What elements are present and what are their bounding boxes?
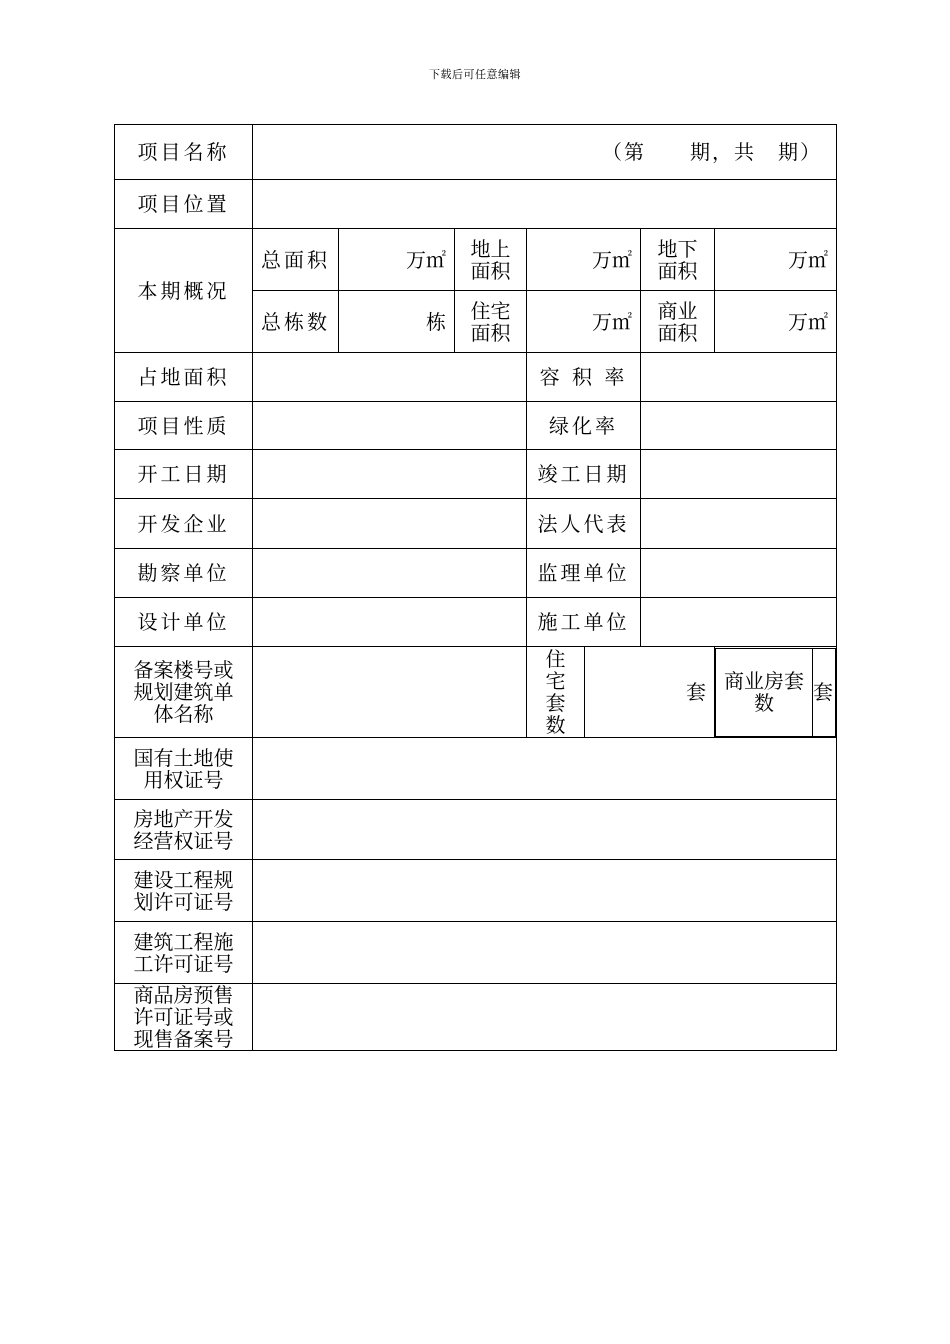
land-area-label: 占地面积: [115, 353, 253, 402]
commercial-units-label: 商业房套数: [716, 648, 813, 736]
page-header: 下载后可任意编辑: [429, 68, 521, 81]
project-info-form: [114, 124, 837, 1051]
legal-rep-label: 法人代表: [527, 499, 641, 549]
project-nature-field[interactable]: [253, 402, 527, 450]
underground-area-label: 地下面积: [641, 229, 715, 291]
filing-building-field[interactable]: [253, 647, 527, 738]
plot-ratio-field[interactable]: [641, 353, 837, 402]
underground-area-field[interactable]: [715, 229, 837, 291]
land-area-field[interactable]: [253, 353, 527, 402]
residential-units-unit: 套: [686, 680, 706, 704]
project-nature-label: 项目性质: [115, 402, 253, 450]
residential-units-field[interactable]: [585, 647, 715, 738]
commercial-area-field[interactable]: [715, 291, 837, 353]
green-ratio-label: 绿化率: [527, 402, 641, 450]
dev-license-label: 房地产开发经营权证号: [115, 800, 253, 860]
plot-ratio-label: 容 积 率: [527, 353, 641, 402]
above-ground-area-label: 地上面积: [455, 229, 527, 291]
project-name-field[interactable]: [253, 125, 837, 180]
total-area-unit: 万㎡: [406, 247, 446, 272]
residential-units-label: 住宅套数: [527, 647, 585, 738]
design-unit-label: 设计单位: [115, 598, 253, 647]
underground-area-unit: 万㎡: [788, 247, 828, 272]
construction-permit-field[interactable]: [253, 922, 837, 984]
land-use-cert-field[interactable]: [253, 738, 837, 800]
start-date-field[interactable]: [253, 450, 527, 499]
legal-rep-field[interactable]: [641, 499, 837, 549]
project-location-field[interactable]: [253, 180, 837, 229]
above-ground-area-field[interactable]: [527, 229, 641, 291]
overview-label: 本期概况: [115, 229, 253, 353]
construction-permit-label: 建筑工程施工许可证号: [115, 922, 253, 984]
total-buildings-field[interactable]: [339, 291, 455, 353]
project-location-label: 项目位置: [115, 180, 253, 229]
residential-area-unit: 万㎡: [592, 309, 632, 334]
commercial-units-field[interactable]: [813, 648, 836, 736]
total-buildings-unit: 栋: [426, 309, 446, 334]
dev-license-field[interactable]: [253, 800, 837, 860]
commercial-units-cell: [715, 647, 837, 738]
survey-unit-field[interactable]: [253, 549, 527, 598]
completion-date-field[interactable]: [641, 450, 837, 499]
developer-field[interactable]: [253, 499, 527, 549]
above-ground-area-unit: 万㎡: [592, 247, 632, 272]
start-date-label: 开工日期: [115, 450, 253, 499]
developer-label: 开发企业: [115, 499, 253, 549]
survey-unit-label: 勘察单位: [115, 549, 253, 598]
residential-area-field[interactable]: [527, 291, 641, 353]
construction-unit-label: 施工单位: [527, 598, 641, 647]
land-use-cert-label: 国有土地使用权证号: [115, 738, 253, 800]
filing-building-label: 备案楼号或规划建筑单体名称: [115, 647, 253, 738]
planning-permit-label: 建设工程规划许可证号: [115, 860, 253, 922]
design-unit-field[interactable]: [253, 598, 527, 647]
residential-area-label: 住宅面积: [455, 291, 527, 353]
supervision-unit-label: 监理单位: [527, 549, 641, 598]
supervision-unit-field[interactable]: [641, 549, 837, 598]
total-area-field[interactable]: [339, 229, 455, 291]
commercial-area-label: 商业面积: [641, 291, 715, 353]
period-text: （第 期，共 期）: [602, 140, 822, 164]
total-buildings-label: 总栋数: [253, 291, 339, 353]
completion-date-label: 竣工日期: [527, 450, 641, 499]
construction-unit-field[interactable]: [641, 598, 837, 647]
green-ratio-field[interactable]: [641, 402, 837, 450]
project-name-label: 项目名称: [115, 125, 253, 180]
commercial-units-unit: 套: [813, 680, 833, 704]
commercial-area-unit: 万㎡: [788, 309, 828, 334]
total-area-label: 总面积: [253, 229, 339, 291]
presale-permit-label: 商品房预售许可证号或现售备案号: [115, 984, 253, 1051]
planning-permit-field[interactable]: [253, 860, 837, 922]
presale-permit-field[interactable]: [253, 984, 837, 1051]
